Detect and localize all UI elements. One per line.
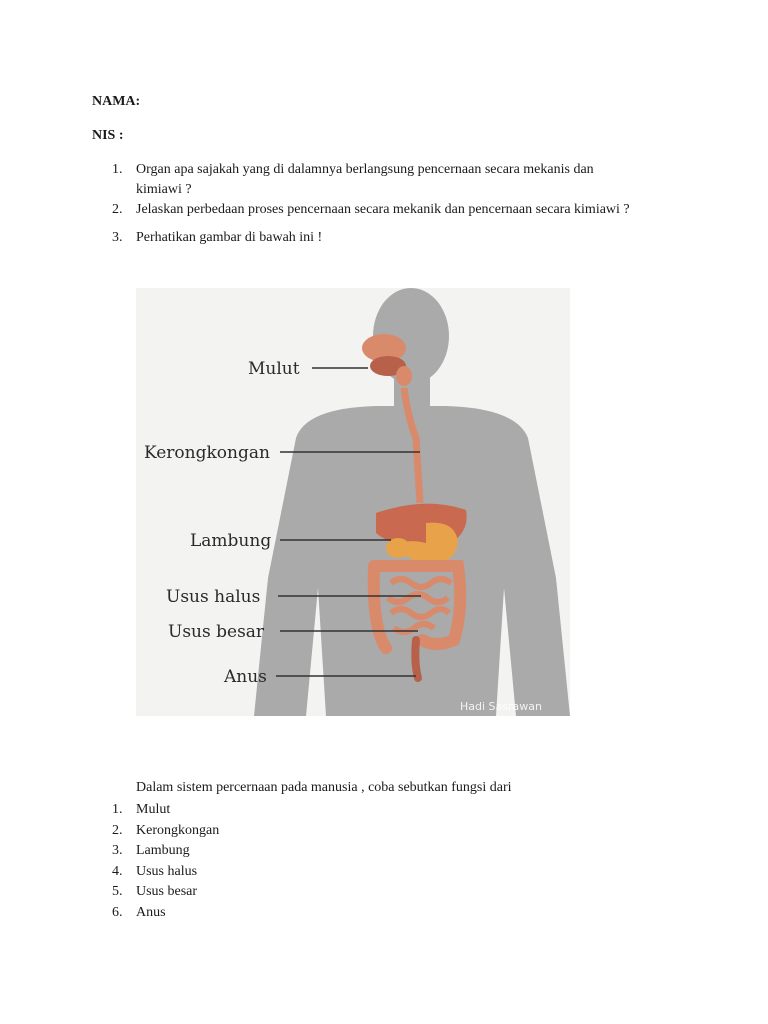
list-item	[112, 903, 219, 924]
list-number: 6.	[112, 904, 123, 920]
question-number: 2.	[112, 202, 123, 217]
question-number: 1.	[112, 162, 123, 177]
question-text: Jelaskan perbedaan proses pencernaan secara mekanik dan pencernaan secara kimiawi ?	[136, 202, 630, 217]
label-usus-besar: Usus besar	[168, 622, 265, 642]
label-kerongkongan: Kerongkongan	[144, 443, 270, 463]
list-item	[112, 841, 219, 862]
label-lambung: Lambung	[190, 531, 272, 551]
list-number: 1.	[112, 802, 123, 817]
gallbladder-shape	[386, 538, 410, 558]
list-text: Usus besar	[136, 884, 198, 900]
nama-label: NAMA:	[92, 94, 141, 109]
question-item	[112, 160, 692, 200]
nis-label: NIS :	[92, 128, 124, 143]
question-item	[112, 200, 692, 220]
list-text: Kerongkongan	[136, 822, 220, 838]
question-text-continued: kimiawi ?	[136, 182, 192, 197]
list-text: Anus	[136, 904, 166, 920]
question-text: Perhatikan gambar di bawah ini !	[136, 230, 323, 245]
list-text: Usus halus	[136, 863, 198, 879]
label-anus: Anus	[224, 667, 267, 687]
digestive-system-figure	[136, 288, 570, 716]
watermark: Hadi Sasrawan	[460, 700, 542, 713]
question-list	[112, 160, 692, 248]
list-number: 5.	[112, 884, 123, 900]
question-number: 3.	[112, 230, 123, 245]
list-text: Lambung	[136, 843, 190, 859]
list-item	[112, 821, 219, 842]
list-item	[112, 862, 219, 883]
label-mulut: Mulut	[248, 359, 300, 379]
list-text: Mulut	[136, 802, 171, 817]
question-text: Organ apa sajakah yang di dalamnya berlangsung pencernaan secara mekanis dan	[136, 162, 594, 177]
label-usus-halus: Usus halus	[166, 587, 261, 607]
section-intro: Dalam sistem percernaan pada manusia , coba sebutkan fungsi dari	[136, 780, 512, 795]
list-number: 4.	[112, 863, 123, 879]
list-item	[112, 882, 219, 903]
list-number: 3.	[112, 843, 123, 859]
digestive-system-diagram	[136, 288, 570, 716]
list-item	[112, 800, 219, 821]
rectum-shape	[415, 640, 418, 678]
list-number: 2.	[112, 822, 123, 838]
question-item	[112, 228, 692, 248]
function-list	[112, 800, 219, 924]
